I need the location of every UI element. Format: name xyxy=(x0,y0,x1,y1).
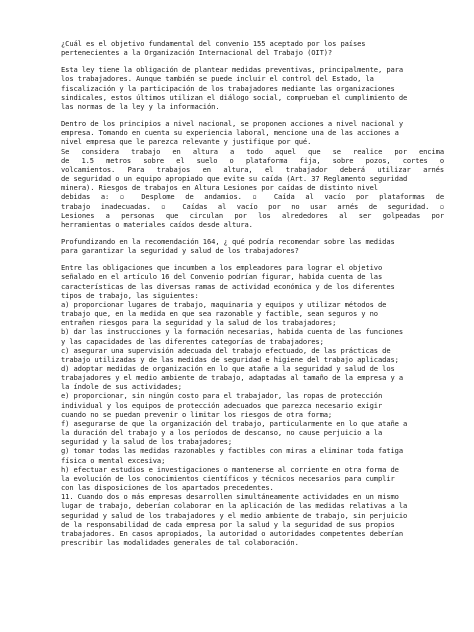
text-line: de seguridad o un equipo apropiado que evite su caída (Art. 37 Reglamento seguridad xyxy=(61,174,408,184)
text-line: prescribir las modalidades generales de tal colaboración. xyxy=(61,537,299,547)
text-line: ¿Cuál es el objetivo fundamental del convenio 155 aceptado por los países xyxy=(61,39,366,48)
text-line: g) tomar todas las medidas razonables y factibles con miras a eliminar toda fatiga xyxy=(61,446,404,456)
text-line: trabajo utilizadas y de las medidas de seguridad e higiene del trabajo aplicadas; xyxy=(61,354,399,364)
text-line: cuando no se puedan prevenir o limitar los riesgos de otra forma; xyxy=(61,409,333,419)
answer-recomendacion-164 xyxy=(61,263,444,547)
text-line: Profundizando en la recomendación 164, ¿ qué podría recomendar sobre las medidas xyxy=(61,236,395,246)
text-line: Se considera trabajo en altura a todo aquel que se realice por encima xyxy=(61,146,444,156)
text-line: la duración del trabajo y a los períodos de descanso, no cause perjuicio a la xyxy=(61,428,383,438)
text-line: y las capacidades de las diferentes categorías de trabajadores; xyxy=(61,336,324,346)
text-line: pertenecientes a la Organización Internacional del Trabajo (OIT)? xyxy=(61,48,333,58)
text-line: entrañen riesgos para la seguridad y la salud de los trabajadores; xyxy=(61,318,337,328)
text-line: nivel empresa que le parezca relevante y justifique por qué. xyxy=(61,137,312,147)
text-line: para garantizar la seguridad y salud de los trabajadores? xyxy=(61,246,299,256)
text-line: características de las diversas ramas de actividad económica y de los diferentes xyxy=(61,281,395,291)
text-line: Dentro de los principios a nivel nacional, se proponen acciones a nivel nacional y xyxy=(61,119,404,129)
text-line: minera). Riesgos de trabajos en Altura Lesiones por caídas de distinto nivel xyxy=(61,183,378,193)
text-line: la índole de sus actividades; xyxy=(61,382,182,392)
text-line: debidas a: ◽ Desplome de andamios. ◽ Caída al vacío por plataformas de xyxy=(61,192,444,202)
text-line: trabajo inadecuadas. ◽ Caídas al vacío por no usar arnés de seguridad. ◽ xyxy=(61,201,444,211)
text-line: a) proporcionar lugares de trabajo, maquinaria y equipos y utilizar métodos de xyxy=(61,299,387,309)
question-convenio-155 xyxy=(61,39,444,57)
text-line: herramientas o materiales caídos desde altura. xyxy=(61,219,253,229)
text-line: volcamientos. Para trabajos en altura, el trabajador deberá utilizar arnés xyxy=(61,164,444,174)
text-line: lugar de trabajo, deberían colaborar en la aplicación de las medidas relativas a la xyxy=(61,501,408,511)
text-line: seguridad y la salud de los trabajadores; xyxy=(61,437,233,447)
text-line: h) efectuar estudios e investigaciones o mantenerse al corriente en otra forma de xyxy=(61,464,399,474)
text-line: Lesiones a personas que circulan por los alrededores al ser golpeadas por xyxy=(61,210,444,220)
text-line: Esta ley tiene la obligación de plantear medidas preventivas, principalmente, para xyxy=(61,65,404,75)
text-line: la evolución de los conocimientos científicos y técnicos necesarios para cumplir xyxy=(61,473,395,483)
text-line: los trabajadores. Aunque también se puede incluir el control del Estado, la xyxy=(61,74,374,84)
text-line: física o mental excesiva; xyxy=(61,455,166,465)
text-line: Entre las obligaciones que incumben a los empleadores para lograr el objetivo xyxy=(61,263,383,273)
text-line: sindicales, estos últimos utilizan el diálogo social, comprueban el cumplimiento de xyxy=(61,92,408,102)
text-line: e) proporcionar, sin ningún costo para el trabajador, las ropas de protección xyxy=(61,391,383,401)
text-line: de 1.5 metros sobre el suelo o plataforma fija, sobre pozos, cortes o xyxy=(61,155,444,165)
text-line: seguridad y salud de los trabajadores y el medio ambiente de trabajo, sin perjuicio xyxy=(61,510,408,520)
answer-convenio-155 xyxy=(61,65,444,111)
text-line: c) asegurar una supervisión adecuada del trabajo efectuado, de las prácticas de xyxy=(61,345,391,355)
text-line: empresa. Tomando en cuenta su experiencia laboral, mencione una de las acciones a xyxy=(61,128,399,138)
text-line: con las disposiciones de los apartados precedentes. xyxy=(61,483,274,493)
question-recomendacion-164 xyxy=(61,237,444,255)
text-line: trabajadores y el medio ambiente de trabajo, adaptadas al tamaño de la empresa y a xyxy=(61,373,404,383)
text-line: señalado en el artículo 16 del Convenio podrían figurar, habida cuenta de las xyxy=(61,272,383,282)
question-and-answer-principles xyxy=(61,119,444,229)
text-line: trabajo que, en la medida en que sea razonable y factible, sean seguros y no xyxy=(61,309,378,319)
text-line: tipos de trabajo, las siguientes: xyxy=(61,290,199,300)
text-line: 11. Cuando dos o más empresas desarrollen simultáneamente actividades en un mismo xyxy=(61,492,399,502)
text-line: las normas de la ley y la información. xyxy=(61,101,220,111)
text-line: b) dar las instrucciones y la formación necesarias, habida cuenta de las funciones xyxy=(61,327,404,337)
text-line: f) asegurarse de que la organización del trabajo, particularmente en lo que atañe a xyxy=(61,418,408,428)
text-line: de la responsabilidad de cada empresa por la salud y la seguridad de sus propios xyxy=(61,519,395,529)
text-line: d) adoptar medidas de organización en lo que atañe a la seguridad y salud de los xyxy=(61,364,395,373)
text-line: fiscalización y la participación de los trabajadores mediante las organizaciones xyxy=(61,83,395,93)
text-line: trabajadores. En casos apropiados, la autoridad o autoridades competentes deberían xyxy=(61,528,404,538)
text-line: individual y los equipos de protección adecuados que parezca necesario exigir xyxy=(61,400,383,410)
